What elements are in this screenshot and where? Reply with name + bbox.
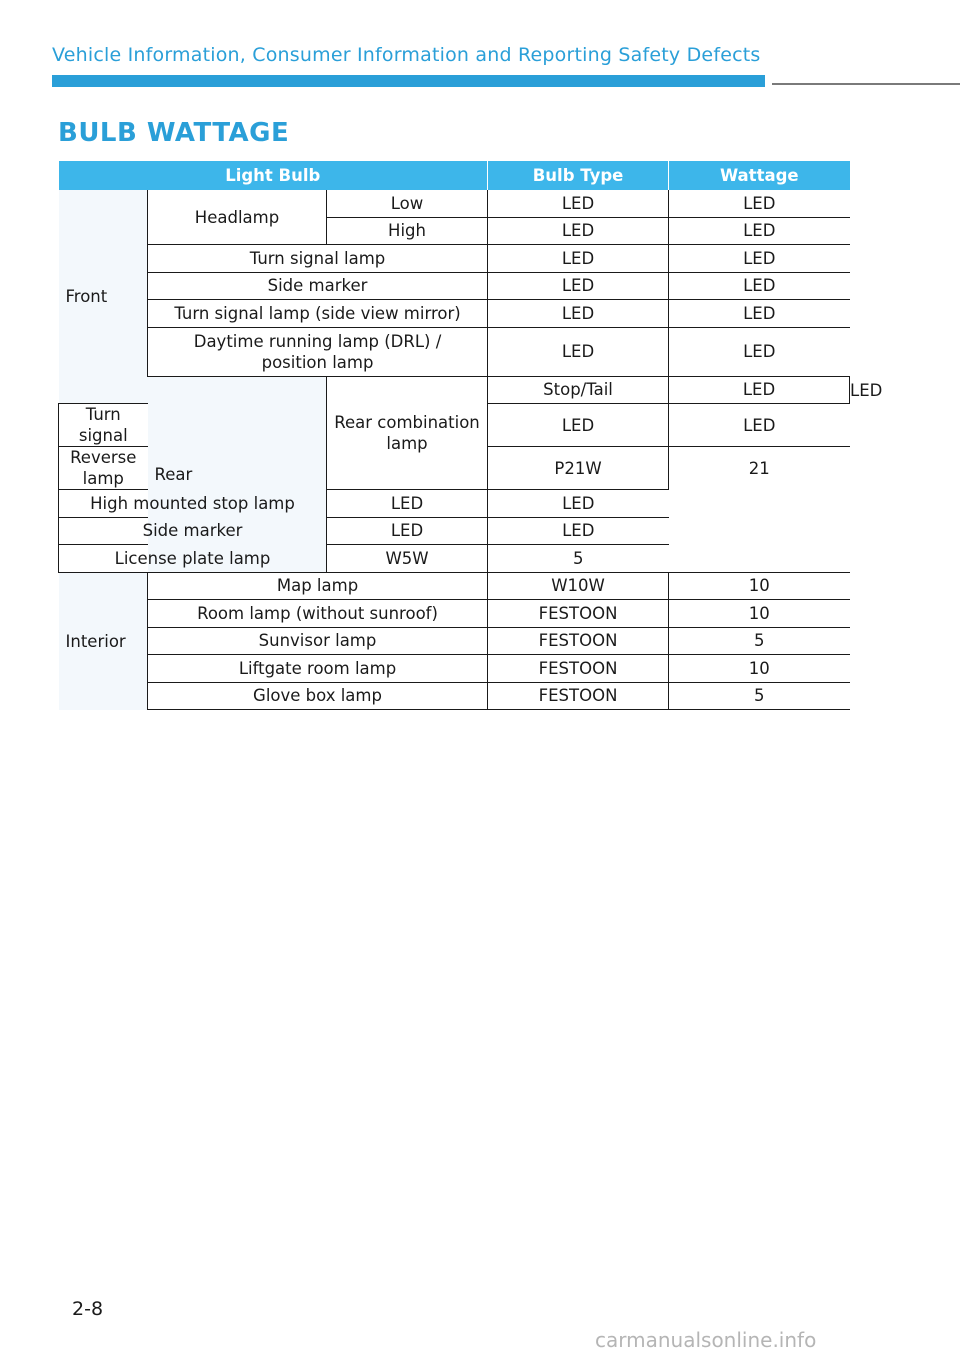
column-header-wattage: Wattage [669,161,850,190]
cell-bulb-type: FESTOON [488,682,669,710]
table-row [59,655,850,683]
group-label-rear: Rear [148,376,327,572]
cell-label: Turn signal [59,404,148,447]
table-row [59,300,850,328]
cell-wattage: LED [669,217,850,245]
cell-bulb-type: LED [488,272,669,300]
cell-wattage: 10 [669,572,850,600]
cell-label: Turn signal lamp [148,245,488,273]
cell-wattage: LED [669,245,850,273]
column-header-bulb-type: Bulb Type [488,161,669,190]
cell-bulb-type: LED [669,376,850,404]
cell-bulb-type: LED [488,404,669,447]
column-header-light-bulb: Light Bulb [59,161,488,190]
cell-wattage: LED [669,272,850,300]
cell-wattage: 5 [669,627,850,655]
table-row [59,490,850,518]
table-row [59,600,850,628]
group-label-front: Front [59,190,148,404]
cell-wattage: 21 [669,447,850,490]
cell-bulb-type: LED [488,300,669,328]
bulb-wattage-table [58,161,883,710]
cell-wattage: LED [488,490,669,518]
cell-label: High [327,217,488,245]
group-label-interior: Interior [59,572,148,710]
sub-group-headlamp: Headlamp [148,190,327,245]
cell-label: Map lamp [148,572,488,600]
table-row [59,245,850,273]
cell-bulb-type: LED [488,217,669,245]
cell-label: Liftgate room lamp [148,655,488,683]
cell-wattage: LED [669,327,850,376]
cell-bulb-type: FESTOON [488,655,669,683]
sub-group-rear-combination-text: Rear combination lamp [334,412,480,453]
cell-label: License plate lamp [59,545,327,573]
table-row [59,517,850,545]
cell-label: Glove box lamp [148,682,488,710]
cell-label: High mounted stop lamp [59,490,327,518]
cell-wattage: LED [669,404,850,447]
cell-label: Reverse lamp [59,447,148,490]
cell-bulb-type: FESTOON [488,600,669,628]
table-row [59,682,850,710]
cell-wattage: LED [488,517,669,545]
cell-label: Side marker [59,517,327,545]
table-row [59,545,850,573]
header-rule [772,83,960,85]
cell-label: Turn signal lamp (side view mirror) [148,300,488,328]
table-row: Rear Rear combination lamp Stop/Tail LED LED [59,376,850,404]
cell-bulb-type: LED [488,327,669,376]
table-row [59,327,850,376]
section-title: BULB WATTAGE [58,118,290,148]
cell-label: Side marker [148,272,488,300]
cell-wattage: 5 [488,545,669,573]
cell-bulb-type: P21W [488,447,669,490]
cell-label: Room lamp (without sunroof) [148,600,488,628]
cell-label: Sunvisor lamp [148,627,488,655]
table-row [59,272,850,300]
table-row [59,627,850,655]
cell-wattage: 10 [669,600,850,628]
table-row [59,572,850,600]
header-accent-bar [52,75,765,87]
watermark-text: carmanualsonline.info [595,1328,817,1352]
cell-bulb-type: FESTOON [488,627,669,655]
cell-label: Stop/Tail [488,376,669,404]
cell-bulb-type: W10W [488,572,669,600]
cell-label [148,327,488,376]
cell-bulb-type: LED [488,190,669,217]
cell-bulb-type: LED [327,490,488,518]
cell-wattage: 10 [669,655,850,683]
cell-wattage: LED [669,190,850,217]
cell-bulb-type: W5W [327,545,488,573]
cell-bulb-type: LED [488,245,669,273]
table-row [59,190,850,217]
cell-label: Low [327,190,488,217]
cell-label-text: Daytime running lamp (DRL) / position lamp [193,331,442,372]
sub-group-rear-combination [327,376,488,490]
page-number: 2-8 [72,1298,104,1320]
cell-bulb-type: LED [327,517,488,545]
cell-wattage: 5 [669,682,850,710]
cell-wattage: LED [669,300,850,328]
table-header-row [59,161,850,190]
running-header: Vehicle Information, Consumer Information and Reporting Safety Defects [52,44,761,66]
